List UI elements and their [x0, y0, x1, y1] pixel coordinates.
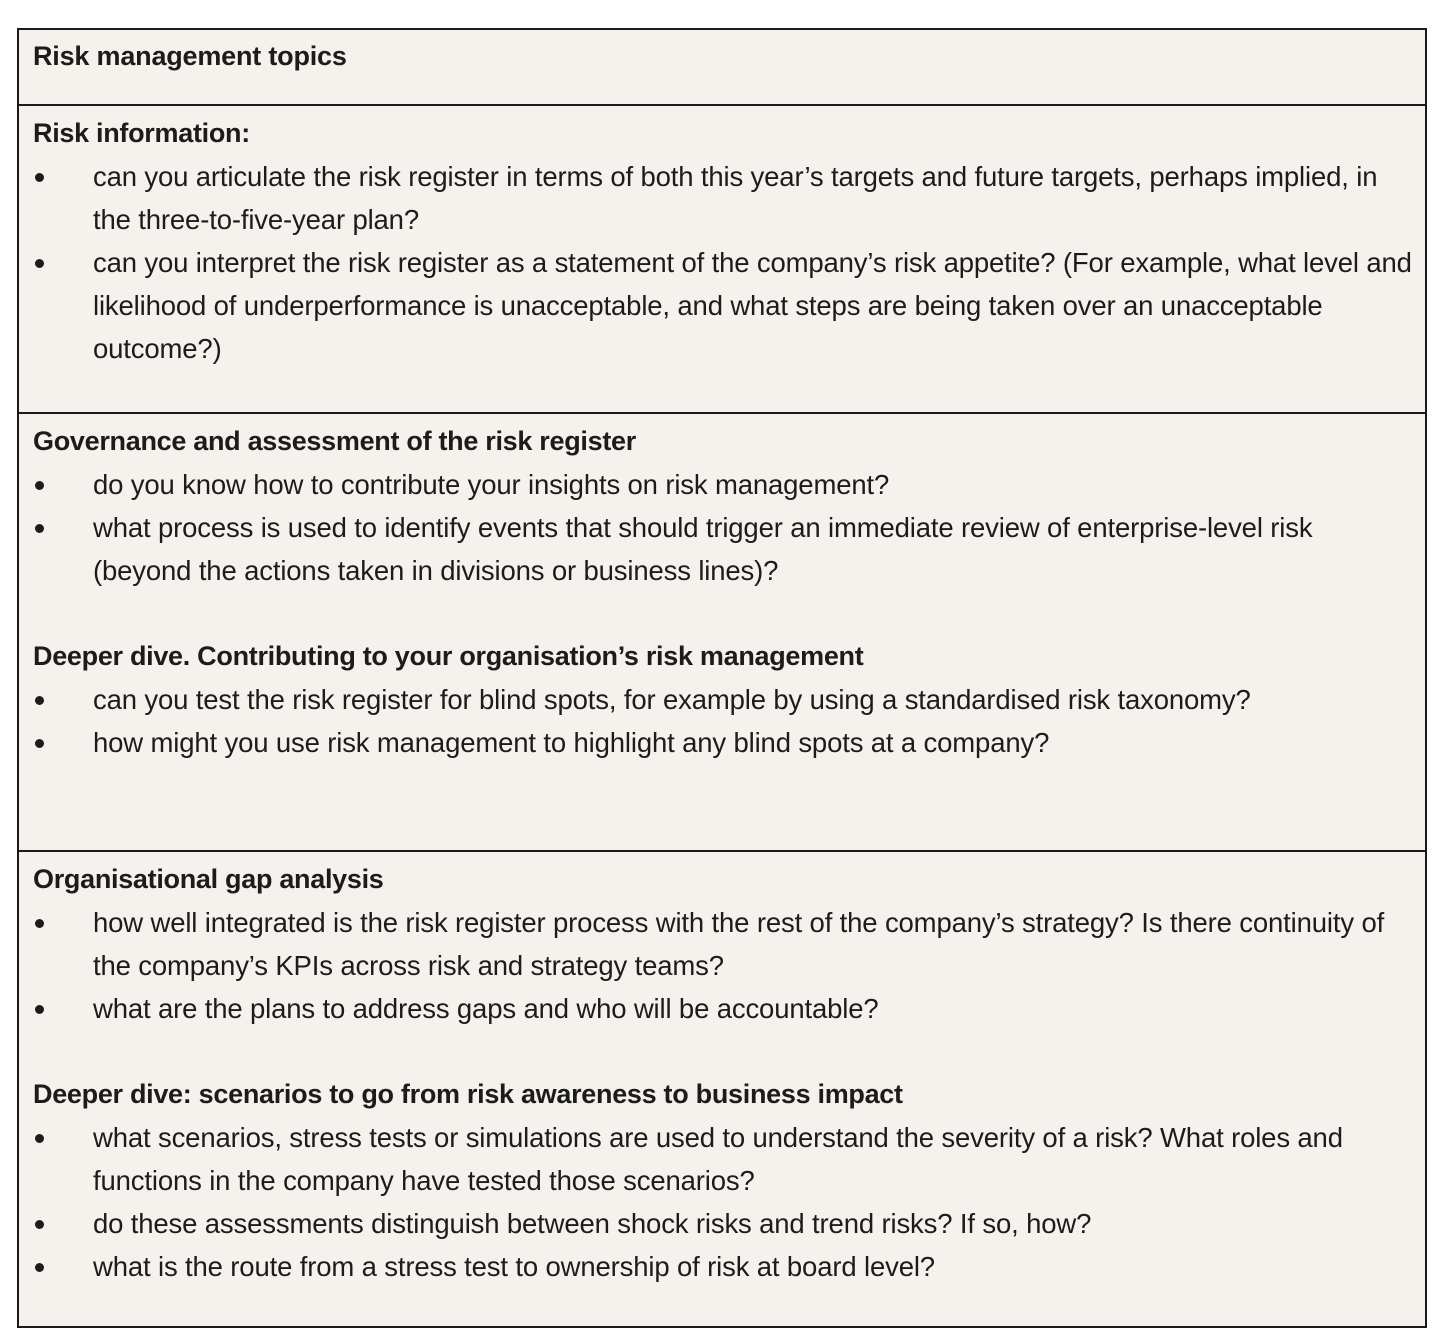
list-item [33, 1202, 1415, 1245]
bullet-list [33, 901, 1415, 1030]
bullet-icon [35, 173, 44, 182]
section-gap-analysis [19, 850, 1425, 1328]
list-item [33, 241, 1415, 370]
spacer [33, 592, 1415, 635]
bullet-icon [35, 1220, 44, 1229]
bullet-icon [35, 1263, 44, 1272]
section-heading: Risk information: [33, 118, 250, 148]
list-item [33, 506, 1415, 592]
section-governance [19, 412, 1425, 850]
bullet-list [33, 1116, 1415, 1288]
list-item [33, 678, 1415, 721]
subsection-heading: Deeper dive. Contributing to your organisation’s risk management [33, 641, 864, 671]
list-item [33, 1116, 1415, 1202]
list-item-text: do these assessments distinguish between shock risks and trend risks? If so, how? [93, 1208, 1092, 1239]
list-item-text: how might you use risk management to highlight any blind spots at a company? [93, 727, 1050, 758]
bullet-icon [35, 696, 44, 705]
table-title: Risk management topics [33, 41, 347, 71]
bullet-list [33, 678, 1415, 764]
bullet-icon [35, 259, 44, 268]
list-item [33, 987, 1415, 1030]
list-item [33, 1245, 1415, 1288]
section-heading: Governance and assessment of the risk register [33, 426, 636, 456]
bullet-list [33, 463, 1415, 592]
section-heading: Organisational gap analysis [33, 864, 384, 894]
list-item-text: can you test the risk register for blind spots, for example by using a standardised risk taxonomy? [93, 684, 1251, 715]
list-item-text: what is the route from a stress test to ownership of risk at board level? [93, 1251, 935, 1282]
bullet-list [33, 155, 1415, 370]
subsection-heading: Deeper dive: scenarios to go from risk awareness to business impact [33, 1079, 903, 1109]
list-item [33, 901, 1415, 987]
list-item-text: what process is used to identify events that should trigger an immediate review of enterprise-level risk (beyond the actions taken in divisions or business lines)? [93, 512, 1313, 586]
spacer [33, 1030, 1415, 1073]
list-item-text: what scenarios, stress tests or simulations are used to understand the severity of a risk? What roles and functions in the company have tested those scenarios? [93, 1122, 1343, 1196]
bullet-icon [35, 1134, 44, 1143]
bullet-icon [35, 739, 44, 748]
bullet-icon [35, 919, 44, 928]
table-header-row [19, 30, 1425, 104]
list-item-text: can you interpret the risk register as a statement of the company’s risk appetite? (For example, what level and likelihood of underperformance is unacceptable, and what steps are being taken over an unacceptable outcome?) [93, 247, 1412, 364]
list-item [33, 463, 1415, 506]
list-item-text: do you know how to contribute your insights on risk management? [93, 469, 890, 500]
bullet-icon [35, 481, 44, 490]
bullet-icon [35, 524, 44, 533]
section-risk-information [19, 104, 1425, 412]
list-item [33, 721, 1415, 764]
bullet-icon [35, 1005, 44, 1014]
list-item-text: can you articulate the risk register in terms of both this year’s targets and future targets, perhaps implied, in the three-to-five-year plan? [93, 161, 1378, 235]
list-item [33, 155, 1415, 241]
list-item-text: what are the plans to address gaps and who will be accountable? [93, 993, 879, 1024]
list-item-text: how well integrated is the risk register process with the rest of the company’s strategy? Is there continuity of the company’s KPIs across risk and strategy teams? [93, 907, 1385, 981]
risk-topics-table [17, 28, 1427, 1328]
